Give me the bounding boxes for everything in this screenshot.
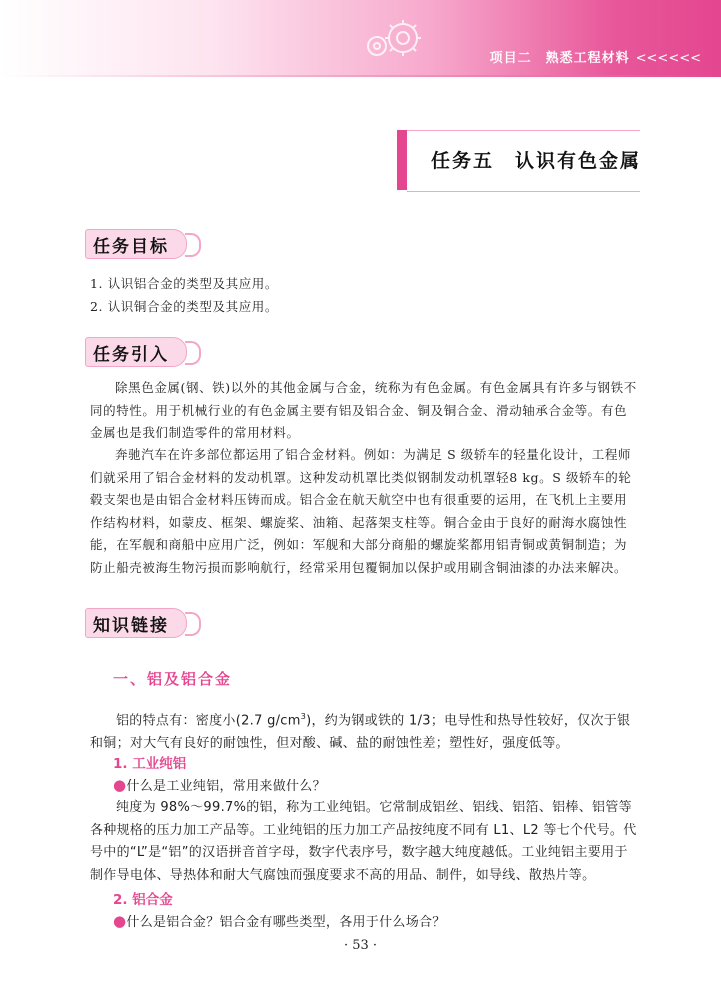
- gear-icon: [355, 8, 435, 68]
- section-tag-knowledge: [85, 608, 205, 636]
- question-2-text: 什么是铝合金？铝合金有哪些类型，各用于什么场合？: [126, 915, 446, 930]
- section-tag-curl: [185, 612, 201, 636]
- intro-paragraph-2: 奔驰汽车在许多部位都运用了铝合金材料。例如：为满足 S 级轿车的轻量化设计，工程师们就采用了铝合金材料的发动机罩。这种发动机罩比类似钢制发动机罩轻8 kg。S 级轿车的轮毂支架也是由铝合金材料压铸而成。铝合金在航天航空中也有很重要的运用，在飞机上主要用作结构材料，如蒙皮、框架、螺旋桨、油箱、起落架支柱等。铜合金由于良好的耐海水腐蚀性能，在军舰和商船中应用广泛，例如：军舰和大部分商船的螺旋桨都用铝青铜或黄铜制造；为防止船壳被海生物污损而影响航行，经常采用包覆铜加以保护或用刷含铜油漆的办法来解决。: [90, 447, 632, 575]
- subheading-aluminum-alloy: 2. 铝合金: [113, 892, 173, 908]
- pure-aluminum-paragraph: 纯度为 98%～99.7%的铝，称为工业纯铝。它常制成铝丝、铝线、铝箔、铝棒、铝管等各种规格的压力加工产品等。工业纯铝的压力加工产品按纯度不同有 L1、L2 等七个代号。代号中的“L”是“铝”的汉语拼音首字母，数字代表序号，数字越大纯度越低。工业纯铝主要用于制作导电体、导热体和耐大气腐蚀而强度要求不高的用品、制件，如导线、散热片等。: [90, 800, 637, 883]
- header-divider: [0, 75, 721, 77]
- heading-aluminum: 一、铝及铝合金: [113, 670, 233, 688]
- aluminum-properties-paragraph: [90, 706, 640, 755]
- goal-item-2: 2. 认识铜合金的类型及其应用。: [90, 299, 279, 314]
- section-tag-curl: [185, 233, 201, 257]
- bullet-dot-icon: ●: [113, 912, 127, 930]
- section-label-goals: 任务目标: [93, 237, 169, 257]
- intro-paragraph-1: 除黑色金属(钢、铁)以外的其他金属与合金，统称为有色金属。有色金属具有许多与钢铁不同的特性。用于机械行业的有色金属主要有铝及铝合金、铜及铜合金、滑动轴承合金等。有色金属也是我们制造零件的常用材料。: [90, 380, 637, 440]
- section-label-knowledge: 知识链接: [93, 616, 169, 636]
- task-title-box: [397, 130, 640, 190]
- superscript-3: 3: [300, 712, 307, 721]
- header-title: [490, 47, 701, 66]
- header-title-text: 项目二 熟悉工程材料: [489, 51, 630, 66]
- task-title: 任务五 认识有色金属: [431, 150, 642, 172]
- question-2: [113, 910, 640, 935]
- goal-item-1: 1. 认识铝合金的类型及其应用。: [90, 276, 279, 291]
- section-tag-curl: [185, 341, 201, 365]
- section-label-intro: 任务引入: [93, 345, 169, 365]
- section-tag-goals: [85, 229, 205, 257]
- aluminum-properties-text-a: 铝的特点有：密度小(2.7 g/cm: [116, 713, 301, 729]
- question-1: [113, 774, 640, 799]
- question-1-text: 什么是工业纯铝，常用来做什么？: [126, 779, 326, 794]
- task-title-bar: [397, 130, 407, 190]
- section-tag-intro: [85, 337, 205, 365]
- page-number: · 53 ·: [343, 938, 378, 953]
- bullet-dot-icon: ●: [113, 776, 127, 794]
- header-arrows: <<<<<<: [635, 51, 701, 66]
- aluminum-properties-text-b: )，约为钢或铁的 1/3；电导性和热导性较好，仅次于银和铜；对大气有良好的耐蚀性，但对酸、碱、盐的耐蚀性差；塑性好，强度低等。: [90, 713, 631, 751]
- subheading-pure-aluminum: 1. 工业纯铝: [113, 756, 187, 772]
